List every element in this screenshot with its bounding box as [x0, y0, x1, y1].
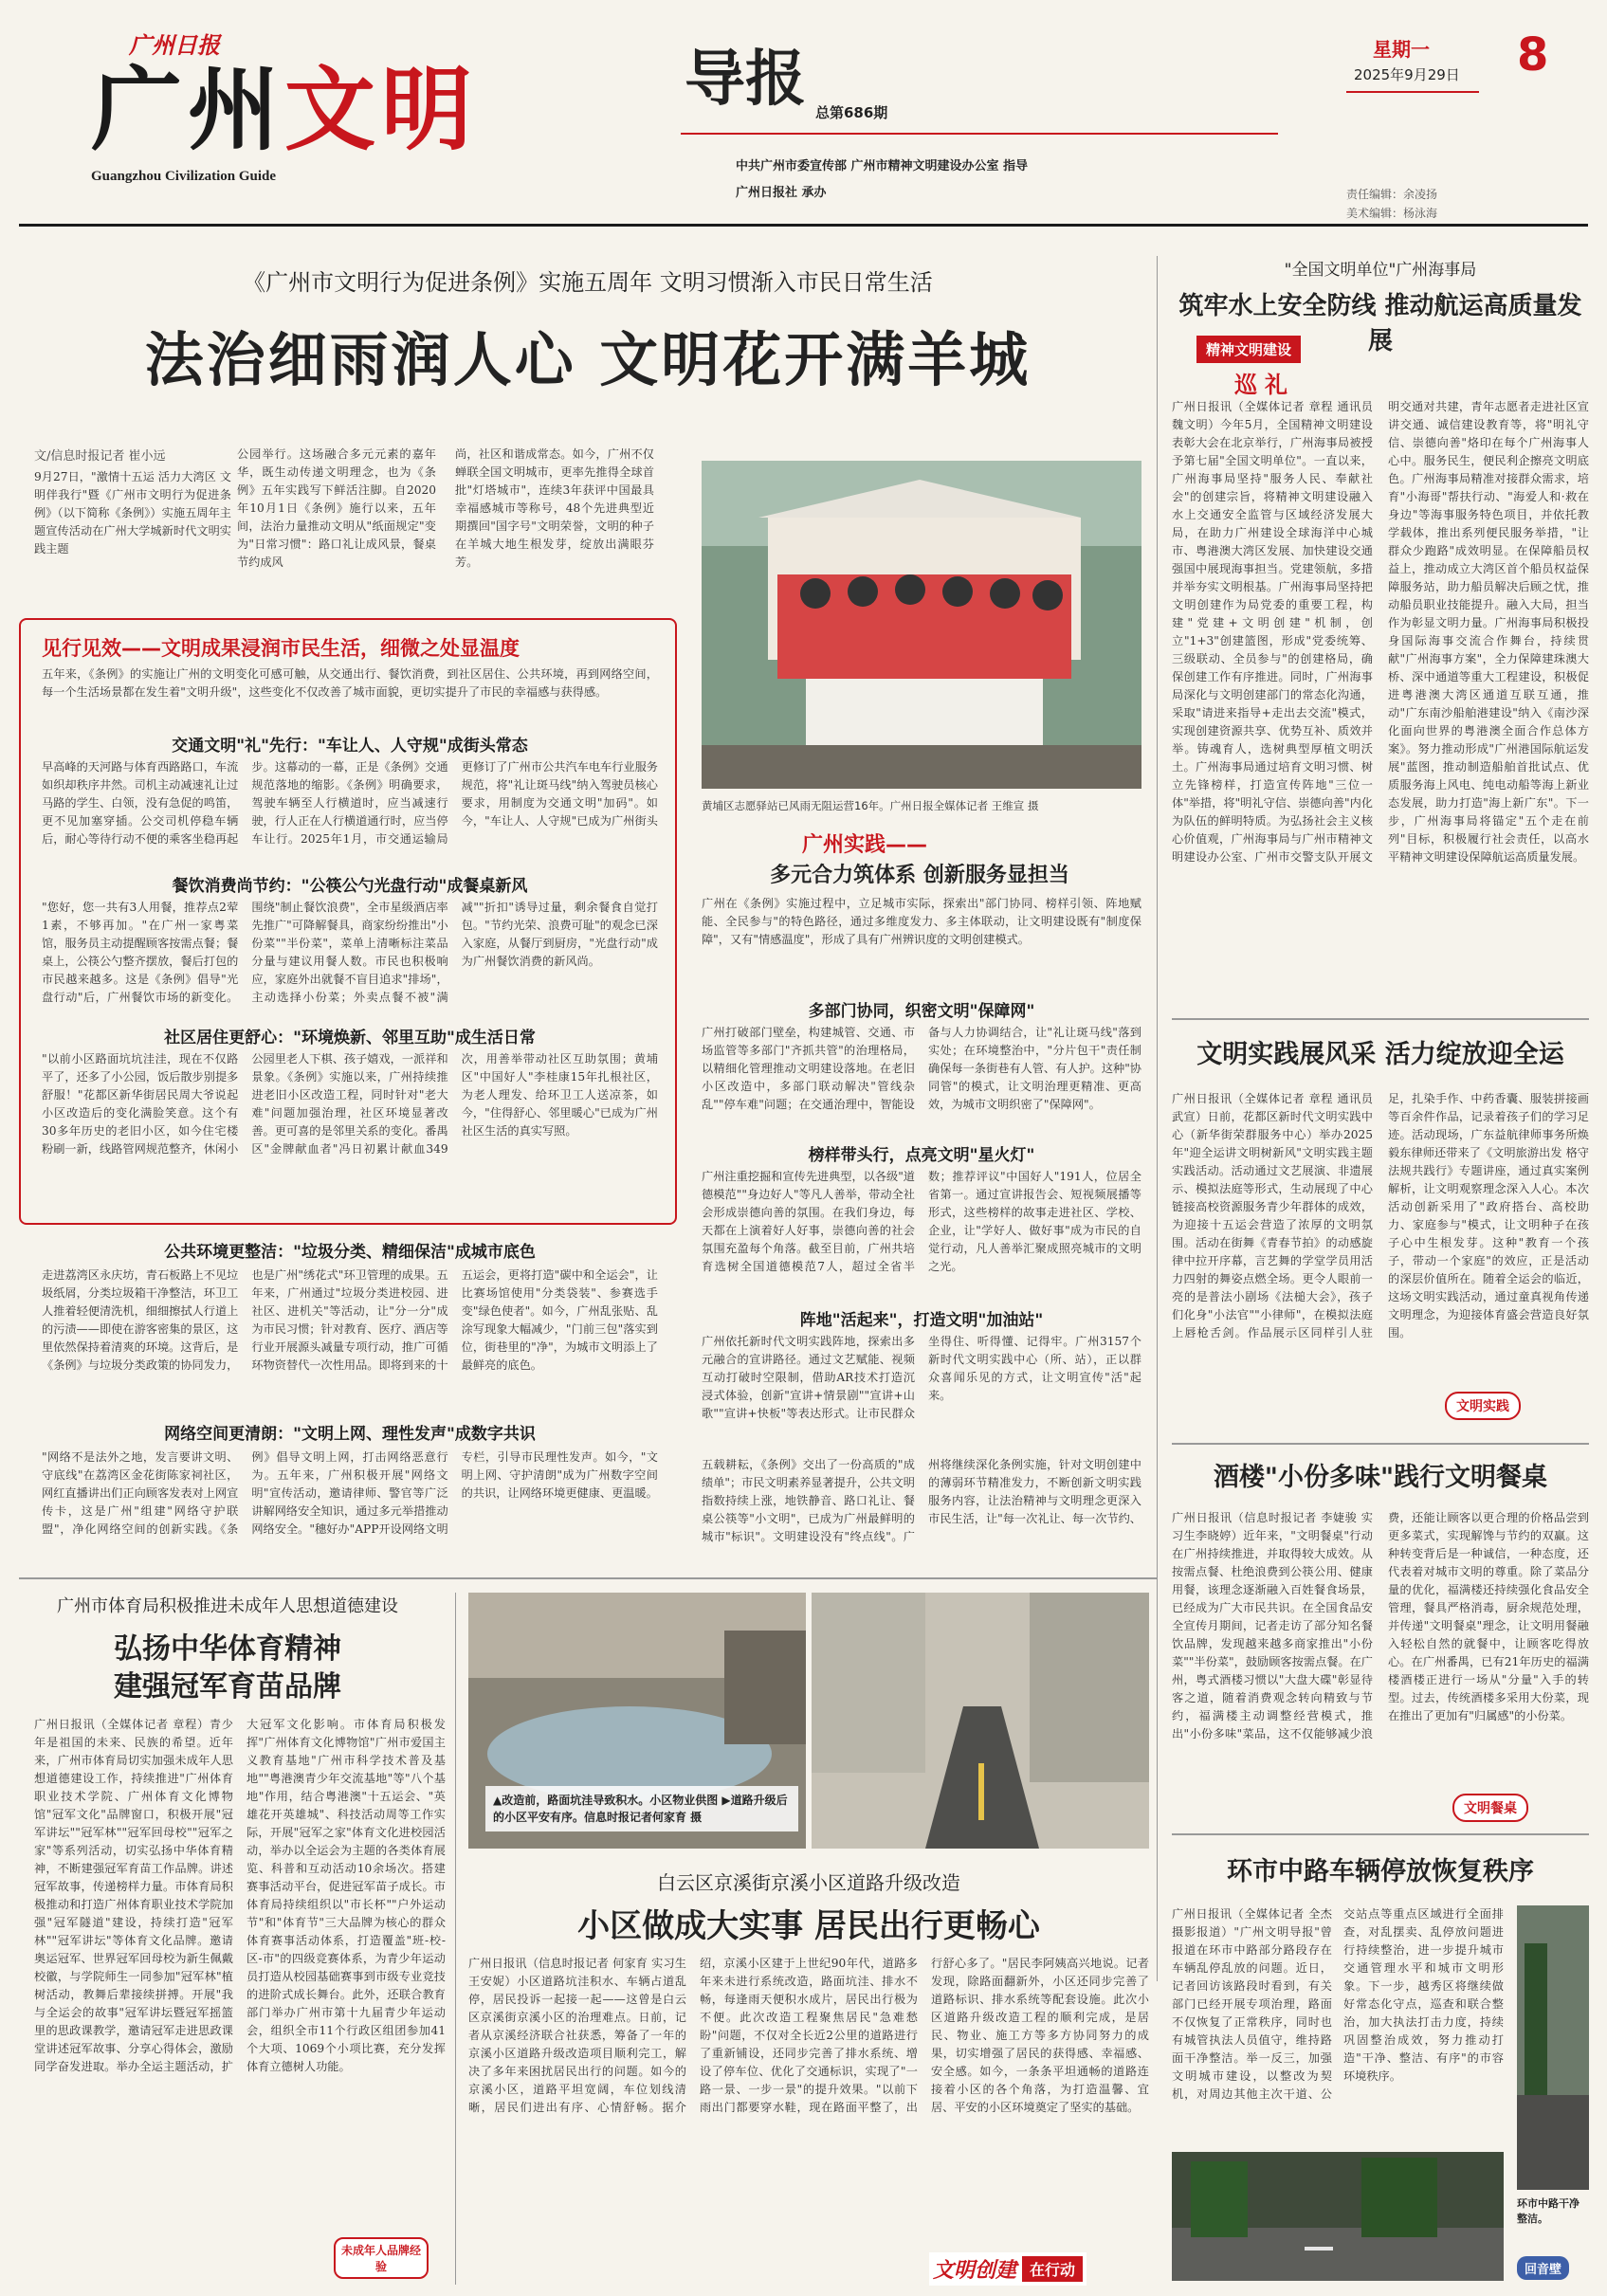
issue-number: 总第686期 — [815, 104, 888, 121]
masthead-title-en: Guangzhou Civilization Guide — [91, 169, 277, 184]
upgraded-road-graphic — [812, 1593, 1149, 1849]
maritime-title: 筑牢水上安全防线 推动航运高质量发展 — [1178, 292, 1582, 355]
echo-wall-badge: 回音壁 — [1517, 2256, 1569, 2280]
environment-section-title: 公共环境更整洁："垃圾分类、精细保洁"成城市底色 — [164, 1243, 536, 1262]
section-name: 导报 — [685, 45, 806, 115]
traffic-section-title: 交通文明"礼"先行："车让人、人守规"成街头常态 — [172, 737, 528, 756]
role-model-section-text: 广州注重挖掘和宣传先进典型，以各级"道德模范""身边好人"等凡人善举，带动全社会形成崇德向善的氛围。在我们身边，每天都在上演着好人好事，崇德向善的社会氛围充盈每个角落。截至目前，广州共培育选树全国道德模范7人，超过全省半数；推荐评议"中国好人"191人，位居全省第一。通过宣讲报告会、短视频展播等形式，这些榜样的故事走进社区、学校、企业，让"学好人、做好事"成为市民的自觉行动，凡人善举汇聚成照亮城市的文明之光。 — [702, 1170, 1141, 1273]
maritime-kicker: "全国文明单位"广州海事局 — [1284, 261, 1477, 280]
practice-tag: 广州实践—— — [802, 833, 928, 857]
volunteer-station-photo — [702, 461, 1141, 789]
lead-kicker: 《广州市文明行为促进条例》实施五周年 文明习惯渐入市民日常生活 — [243, 269, 933, 296]
practice-show-title: 文明实践展风采 活力绽放迎全运 — [1196, 1040, 1564, 1069]
coordination-section-title: 多部门协同，织密文明"保障网" — [808, 1002, 1035, 1021]
parking-photo-caption: 环市中路干净整洁。 — [1517, 2197, 1580, 2225]
masthead-logo-block — [91, 27, 527, 184]
action-badge-text: 在行动 — [1022, 2256, 1083, 2282]
online-section-text: "网络不是法外之地，发言要讲文明、守底线"在荔湾区金花街陈家祠社区，网红直播讲出们正向顾客发表对上网宣传卡，这是广州"组建"网络守护联盟"，净化网络空间的创新实践。《条例》倡导文明上网，打击网络恶意行为。五年来，广州积极开展"网络文明"宣传活动，邀请律师、警官等广泛讲解网络安全知识，通过多元举措推动网络安全。"穗好办"APP开设网络文明专栏，引导市民理性发声。如今，"文明上网、守护清朗"成为广州数字空间的共识，让网络环境更健康、更温暖。 — [42, 1450, 658, 1536]
road-photo — [1172, 2152, 1504, 2281]
page-number: 8 — [1517, 28, 1549, 82]
lead-byline: 文/信息时报记者 崔小远 — [34, 449, 166, 464]
environment-section-text: 走进荔湾区永庆坊，青石板路上不见垃圾纸屑，分类垃圾箱干净整洁，环卫工人推着轻便清洗机，细细擦拭人行道上的污渍——即使在游客密集的景区，这里依然保持着清爽的环境。这背后，是《条例》与垃圾分类政策的协同发力，也是广州"绣花式"环卫管理的成果。五年来，广州通过"垃圾分类进校园、进社区、进机关"等活动，让"分一分"成为市民习惯；针对教育、医疗、酒店等行业开展源头减量专项行动，推广可循环物资替代一次性用品。即将到来的十五运会，更将打造"碳中和全运会"，让比赛场馆使用"分类袋装"、参赛选手变"绿色使者"。如今，广州乱张贴、乱涂写现象大幅减少，"门前三包"落实到位，街巷里的"净"，为城市文明添上了最鲜亮的底色。 — [42, 1268, 658, 1372]
right-rule-3 — [1172, 1833, 1589, 1835]
online-section-title: 网络空间更清朗："文明上网、理性发声"成数字共识 — [164, 1425, 536, 1444]
maritime-text: 广州日报讯（全媒体记者 章程 通讯员魏文明）今年5月，全国精神文明建设表彰大会在北京举行，广州海事局被授予第七届"全国文明单位"。一直以来，广州海事局坚持"服务人民、奉献社会"的创建宗旨，将精神文明建设融入水上交通安全监管与区域经济发展大局，在助力广州建设全球海洋中心城市、粤港澳大湾区发展、加快建设交通强国中展现海事担当。党建领航，多措并举夯实文明根基。广州海事局坚持把文明创建作为局党委的重要工程，构建"党建+文明创建"机制，创立"1+3"创建篮图，形成"党委统筹、三级联动、全员参与"的创建格局，确保创建工作有序推进。同时，广州海事局深化与文明创建部门的常态化沟通，采取"请进来指导+走出去交流"模式，实现创建资源共享、优势互补、质效并举。铸魂育人，选树典型厚植文明沃土。广州海事局通过培育文明习惯、树立先锋榜样，打造宣传阵地"三位一体"举措，将"明礼守信、崇德向善"内化为队伍的鲜明特质。为弘扬社会主义核心价值观，广州海事局与广州市精神文明建设办公室、广州市交警支队开展文明交通对共建，青年志愿者走进社区宣讲交通、诚信建设教育等，将"明礼守信、崇德向善"烙印在每个广州海事人心中。服务民生，便民利企擦亮文明底色。广州海事局精准对接群众需求，培育"小海哥"帮扶行动、"海爱人和·救在身边"等海事服务特色项目，并依托教学载体，推出系列便民服务举措，"让群众少跑路"成效明显。在保障船员权益上，推动成立大湾区首个船员权益保障服务站，助力船员解决后顾之忧，推动船员职业技能提升。融入大局，担当作为彰显文明力量。广州海事局积极投身国际海事交流合作舞台，持续贯献"广州海事方案"，全力保障建珠澳大桥、深中通道等重大工程建设，积极促进粤港澳大湾区通道互联互通，推动"广东南沙船舶港建设"纳入《南沙深化面向世界的粤港澳全面合作总体方案》。努力推动形成"广州港国际航运发展"蓝图，推动制造船舶首批试点、优质服务海上风电、纯电动船等海上新业态发展，助力打造"海上新广东"。下一步，广州海事局将锚定"五个走在前列"目标，积极履行社会责任，以高水平精神文明建设保障航运高质量发展。 — [1172, 400, 1589, 864]
road-photo-graphic — [1172, 2152, 1504, 2281]
road-photo-caption: ▲改造前，路面坑洼导致积水。小区物业供图 ▶道路升级后的小区平安有序。信息时报记者何家育 摄 — [485, 1786, 798, 1831]
lead-intro-2: 公园举行。这场融合多元元素的嘉年华，既生动传递文明理念，也为《条例》五年实践写下鲜活注脚。自2020年10月1日《条例》施行以来，五年间，法治力量推动文明从"纸面规定"变为"日常习惯"：路口礼让成风景，餐桌节约成风 — [237, 447, 436, 569]
sports-kicker: 广州市体育局积极推进未成年人思想道德建设 — [57, 1596, 398, 1616]
lead-closing: 五载耕耘，《条例》交出了一份高质的"成绩单"；市民文明素养显著提升，公共文明指数持续上涨，地铁静音、路口礼让、餐桌公筷等"小文明"，已成为广州最鲜明的城市"标识"。文明建设没有"终点线"。广州将继续深化条例实施，针对文明创建中的薄弱环节精准发力，不断创新文明实践服务内容，让法治精神与文明理念更深入市民生活，让"每一次礼让、每一次节约、 — [702, 1458, 1141, 1543]
upgraded-road-photo — [812, 1593, 1149, 1849]
road-text: 广州日报讯（信息时报记者 何家育 实习生王安妮）小区道路坑洼积水、车辆占道乱停，居民投诉一起接一起——这曾是白云区京溪街京溪小区的治理难点。日前，记者从京溪经济联合社获悉，筹备了一年的京溪小区道路升级改造项目顺利完工，解决了多年来困扰居民出行的问题。如今的京溪小区，道路平坦宽阔，车位划线清晰，居民们进出有序、心情舒畅。据介绍，京溪小区建于上世纪90年代，道路多年来未进行系统改造，路面坑洼、排水不畅，每逢雨天便积水成片，居民出行极为不便。此次改造工程聚焦居民"急难愁盼"问题，不仅对全长近2公里的道路进行了重新铺设，还同步完善了排水系统、增设了停车位、优化了交通标识，实现了"一路一景、一步一景"的提升效果。"以前下雨出门都要穿水鞋，现在路面平整了，出行舒心多了。"居民李阿姨高兴地说。记者发现，除路面翻新外，小区还同步完善了道路标识、排水系统等配套设施。此次小区道路升级改造工程的顺利完成，是居民、物业、施工方等多方协同努力的成果，切实增强了居民的获得感、幸福感、安全感。如今，一条条平坦通畅的道路连接着小区的各个角落，为打造温馨、宜居、平安的小区环境奠定了坚实的基础。 — [468, 1957, 1149, 2114]
street-photo — [1517, 1905, 1589, 2190]
practice-tag-badge: 文明实践 — [1445, 1392, 1521, 1420]
coordination-section-text: 广州打破部门壁垒，构建城管、交通、市场监管等多部门"齐抓共管"的治理格局，以精细化管理推动文明建设落地。在老旧小区改造中，多部门联动解决"管线杂乱""停车难"问题；在交通治理中，智能设备与人力协调结合，让"礼让斑马线"落到实处；在环境整治中，"分片包干"责任制确保每一条街巷有人管、有人护。这种"协同管"的模式，让文明治理更精准、更高效，为城市文明织密了"保障网"。 — [702, 1026, 1141, 1111]
creation-badge-text: 文明创建 — [933, 2259, 1017, 2283]
road-kicker: 白云区京溪街京溪小区道路升级改造 — [657, 1871, 960, 1894]
parking-title: 环市中路车辆停放恢复秩序 — [1227, 1857, 1534, 1886]
results-box-intro: 五年来，《条例》的实施让广州的文明变化可感可触，从交通出行、餐饮消费，到社区居住、公共环境，再到网络空间，每一个生活场景都在发生着"文明升级"，这些变化不仅改善了城市面貌，更切实提升了市民的幸福感与获得感。 — [42, 667, 658, 699]
masthead-title: 广州文明 — [91, 56, 478, 163]
tour-badge: 巡礼 — [1234, 372, 1295, 398]
role-model-section-title: 榜样带头行，点亮文明"星火灯" — [808, 1146, 1035, 1165]
results-box-title: 见行见效——文明成果浸润市民生活，细微之处显温度 — [42, 637, 520, 660]
sports-title-1: 弘扬中华体育精神 — [114, 1632, 341, 1666]
newspaper-logo: 广州日报 — [129, 31, 220, 59]
dining-section-text: "您好，您一共有3人用餐，推荐点2荤1素，不够再加。"在广州一家粤菜馆，服务员主动提醒顾客按需点餐；餐桌上，公筷公勺整齐摆放，餐后打包的市民越来越多。这是《条例》倡导"光盘行动"后，广州餐饮市场的新变化。围绕"制止餐饮浪费"，全市星级酒店率先推广"可降解餐具，商家纷纷推出"小份菜""半份菜"，菜单上清晰标注菜品分量与建议用餐人数。市民也积极响应，家庭外出就餐不盲目追求"排场"，主动选择小份菜；外卖点餐不被"满减""折扣"诱导过量，剩余餐食自觉打包。"节约光荣、浪费可耻"的观念已深入家庭，从餐厅到厨房，"光盘行动"成为广州餐饮消费的新风尚。 — [42, 901, 658, 1004]
dining-restaurant-text: 广州日报讯（信息时报记者 李婕骏 实习生李晓婷）近年来，"文明餐桌"行动在广州持续推进，并取得较大成效。从按需点餐、杜绝浪费到公筷公用、健康用餐，该理念逐渐融入百姓餐食场景，已经成为广大市民共识。在全国食品安全宣传月期间，记者走访了部分知名餐饮品牌，发现越来越多商家推出"小份菜""半份菜"，鼓励顾客按需点餐。在广州，粤式酒楼习惯以"大盘大碟"彰显待客之道，随着消费观念转向精致与节约，福满楼主动调整经营模式，推出"小份多味"菜品，这不仅能够减少浪费，还能让顾客以更合理的价格品尝到更多菜式，实现解馋与节约的双赢。这种转变背后是一种诚信，一种态度，还代表着对城市文明的尊重。除了菜品分量的优化，福满楼还持续强化食品安全管理，餐具严格消毒，厨余规范处理，并传递"文明餐桌"理念，让文明用餐融入轻松自然的就餐中，让顾客吃得放心。在广州番禺，已有21年历史的福满楼酒楼正进行一场从"分量"入手的转型。过去，传统酒楼多采用大份菜，现在推出了更加有"归属感"的小份菜。 — [1172, 1511, 1589, 1740]
lead-intro-3: 尚，社区和谐成常态。如今，广州不仅蝉联全国文明城市，更率先推得全球首批"灯塔城市"，连续3年获评中国最具幸福感城市等称号，48个先进典型近期撰回"国字号"文明荣誉，文明的种子在羊城大地生根发芽，绽放出满眼芬芳。 — [455, 447, 654, 569]
practice-title: 多元合力筑体系 创新服务显担当 — [770, 864, 1069, 887]
editor-credit: 责任编辑：余凌扬 — [1346, 188, 1438, 201]
practice-intro: 广州在《条例》实施过程中，立足城市实际，探索出"部门协同、榜样引领、阵地赋能、全民参与"的特色路径，通过多维度发力、多主体联动，让文明建设既有"制度保障"，又有"情感温度"，形成了具有广州辨识度的文明创建模式。 — [702, 897, 1141, 946]
volunteer-photo-caption: 黄埔区志愿驿站已风雨无阻运营16年。广州日报全媒体记者 王维宣 摄 — [702, 799, 1039, 812]
venue-section-title: 阵地"活起来"，打造文明"加油站" — [799, 1311, 1044, 1330]
bottom-column-divider — [455, 1593, 456, 2285]
lead-intro-1: 9月27日，"激情十五运 活力大湾区 文明伴我行"暨《广州市文明行为促进条例》（以下简称《条例》）实施五周年主题宣传活动在广州大学城新时代文明实践主题 — [34, 470, 231, 556]
road-title: 小区做成大实事 居民出行更畅心 — [577, 1907, 1040, 1945]
creation-action-badge — [929, 2252, 1087, 2286]
community-section-title: 社区居住更舒心："环境焕新、邻里互助"成生活日常 — [164, 1029, 536, 1048]
sports-title-2: 建强冠军育苗品牌 — [114, 1670, 341, 1704]
right-rule-1 — [1172, 1018, 1589, 1020]
venue-section-text: 广州依托新时代文明实践阵地，探索出多元融合的宣讲路径。通过文艺赋能、视频互动打破时空限制，借助AR技术打造沉浸式体验，创新"宣讲+情景剧""宣讲+山歌""宣讲+快板"等表达形式。让市民群众坐得住、听得懂、记得牢。广州3157个新时代文明实践中心（所、站），正以群众喜闻乐见的方式，让文明宣传"活"起来。 — [702, 1335, 1141, 1420]
sports-text: 广州日报讯（全媒体记者 章程）青少年是祖国的未来、民族的希望。近年来，广州市体育局切实加强未成年人思想道德建设工作，持续推进"广州体育职业技术学院、广州体育文化博物馆"冠军文化"品牌窗口，积极开展"冠军讲坛""冠军林""冠军回母校""冠军之家"等系列活动，切实弘扬中华体育精神，不断建强冠军育苗工作品牌。讲述冠军故事，传递榜样力量。市体育局积极推动和打造广州体育职业技术学院加强"冠军隧道"建设，持续打造"冠军林""冠军讲坛"等体育文化品牌。邀请奥运冠军、世界冠军回母校为新生佩戴校徽，与学院师生一同参加"冠军林"植树活动，教舞后辈接续拼搏。开展"我与全运会的故事"冠军讲坛暨冠军摇篮里的思政课教学，邀请冠军走进思政课堂讲述冠军故事、分享心得体会，激励同学奋发进取。举办全运主题活动，扩大冠军文化影响。市体育局积极发挥"广州体育文化博物馆"广州市爱国主义教育基地"广州市科学技术普及基地""粤港澳青少年交流基地"等"八个基地"作用，结合粤港澳"十五运会、"英雄花开英雄城"、科技活动周等工作实际，开展"冠军之家"体育文化进校园活动，举办以全运会为主题的各类体育展览、科普和互动活动10余场次。搭建赛事活动平台，促进冠军苗子成长。市体育局持续组织以"市长杯""户外运动节"和"体育节"三大品牌为核心的群众体育赛事活动体系，打造覆盖"班-校-区-市"的四级竞赛体系，为青少年运动员打造从校园基础赛事到市级专业竞技的进阶式成长舞台。此外，还联合教育部门举办广州市第十九届青少年运动会，组织全市11个行政区组团参加41个大项、1069个小项比赛，充分发挥体育立德树人功能。 — [34, 1718, 446, 2073]
weekday: 星期一 — [1373, 38, 1430, 61]
parking-text: 广州日报讯（全媒体记者 全杰 摄影报道）"广州文明导报"曾报道在环市中路部分路段存在车辆乱停乱放的问题。近日，记者回访该路段时看到，有关部门已经开展专项治理，路面不仅恢复了正常秩序，同时也有城管执法人员值守，维持路面干净整洁。举一反三，加强文明城市建设，以整改为契机，对周边其他主次干道、公交站点等重点区域进行全面排查，对乱摆卖、乱停放问题进行持续整治，进一步提升城市交通管理水平和城市文明形象。下一步，越秀区将继续做好常态化守点，巡查和联合整治，加大执法打击力度，持续巩固整治成效，努力推动打造"干净、整洁、有序"的市容环境秩序。 — [1172, 1907, 1504, 2101]
sponsor-line-1: 中共广州市委宣传部 广州市精神文明建设办公室 指导 — [736, 159, 1029, 173]
masthead-bottom-rule — [19, 224, 1588, 227]
column-divider — [1157, 256, 1158, 1981]
lead-headline: 法治细雨润人心 文明花开满羊城 — [144, 325, 1032, 394]
date-rule — [1346, 91, 1479, 93]
practice-show-text: 广州日报讯（全媒体记者 章程 通讯员武宣）日前，花都区新时代文明实践中心（新华街荣群服务中心）举办2025年"迎全运讲文明树新风"文明实践主题实践活动。活动通过文艺展演、非遗展示、模拟法庭等形式，生动展现了中心链接高校资源服务青少年群体的成效，为迎接十五运会营造了浓厚的文明氛围。活动在街舞《青春节拍》的动感旋律中拉开序幕，言艺舞的学堂学员用活力四射的舞姿点燃全场。更令人眼前一亮的是普法小剧场《法槌大会》，孩子们化身"小法官""小律师"，在模拟法庭上唇枪舌剑。作品展示区同样引人驻足，扎染手作、中药香囊、服装拼接画等百余件作品，记录着孩子们的学习足迹。活动现场，广东益航律师事务所焕毅东律师还带来了《文明旅游出发 格守法规共践行》专题讲座，通过真实案例解析，让文明观察理念深入人心。本次活动创新采用了"政府搭台、高校助力、家庭参与"模式，让文明种子在孩子心中生根发芽。这种"教育一个孩子，带动一个家庭"的效应，正是活动的深层价值所在。随着全运会的临近，这场文明实践活动，通过童真视角传递文明理念，为迎接体育盛会营造良好氛围。 — [1172, 1092, 1589, 1339]
masthead-rule — [681, 133, 1278, 135]
dining-tag-badge: 文明餐桌 — [1452, 1794, 1528, 1822]
street-photo-graphic — [1517, 1905, 1589, 2190]
dining-section-title: 餐饮消费尚节约："公筷公勺光盘行动"成餐桌新风 — [172, 877, 528, 896]
right-rule-2 — [1172, 1443, 1589, 1445]
community-section-text: "以前小区路面坑坑洼洼，现在不仅路平了，还多了小公园，饭后散步别提多舒服！"花都区新华街居民周大爷说起小区改造后的变化满脸笑意。这个有30多年历史的老旧小区，如今住宅楼粉刷一新，线路管网规范整齐，休闲小公园里老人下棋、孩子嬉戏，一派祥和景象。《条例》实施以来，广州持续推进老旧小区改造工程，同时针对"老大难"问题加强治理，社区环境显著改善。更可喜的是邻里关系的变化。番禺区"金牌献血者"冯日初累计献血349次，用善举带动社区互助氛围；黄埔区"中国好人"李桂康15年扎根社区，为老人理发、给环卫工人送凉茶，如今，"住得舒心、邻里暖心"已成为广州社区生活的真实写照。 — [42, 1052, 658, 1156]
civilization-badge: 精神文明建设 — [1196, 336, 1301, 363]
sponsor-line-2: 广州日报社 承办 — [736, 186, 827, 200]
bottom-rule — [19, 1577, 1157, 1579]
traffic-section-text: 早高峰的天河路与体育西路路口，车流如织却秩序井然。司机主动减速礼让过马路的学生、白领，没有急促的鸣笛，更不见加塞穿插。公交司机停稳车辆后，耐心等待行动不便的乘客坐稳再起步。这幕动的一幕，正是《条例》交通规范落地的缩影。《条例》明确要求，驾驶车辆至人行横道时，应当减速行驶，行人正在人行横道通行时，应当停车让行。2025年1月，市交通运输局更修订了广州市公共汽车电车行业服务规范，将"礼让斑马线"纳入驾驶员核心要求，用制度为交通文明"加码"。如今，"车让人、人守规"已成为广州街头 — [42, 760, 658, 846]
art-editor-credit: 美术编辑：杨泳海 — [1346, 207, 1438, 220]
dining-restaurant-title: 酒楼"小份多味"践行文明餐桌 — [1213, 1463, 1548, 1492]
minors-brand-badge: 未成年人品牌经验 — [334, 2237, 429, 2279]
volunteer-photo-graphic — [702, 461, 1141, 789]
issue-date: 2025年9月29日 — [1354, 66, 1460, 83]
